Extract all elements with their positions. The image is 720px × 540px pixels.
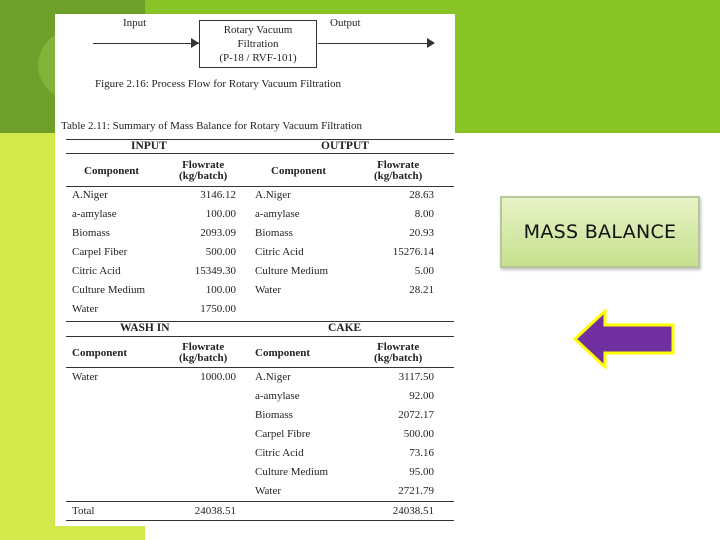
process-box-id: (P-18 / RVF-101) [219,52,297,64]
flowrate-unit: (kg/batch) [374,352,423,364]
flow-input-label: Input [123,17,147,29]
total-input-value: 24038.51 [194,505,236,517]
table-rule [66,367,454,368]
flowrate-label: Flowrate [377,341,420,353]
flow-output-label: Output [330,17,361,29]
table-rule [66,139,454,140]
table-cell-component: Biomass [255,409,293,421]
column-header-component: Component [72,347,128,359]
table-cell-flowrate: 500.00 [403,428,434,440]
table-cell-component: Culture Medium [255,265,329,277]
table-cell-flowrate: 3146.12 [200,189,236,201]
table-cell-component: Citric Acid [255,246,304,258]
section-wash-title: WASH IN [120,322,170,334]
table-cell-flowrate: 92.00 [409,390,434,402]
back-arrow-button[interactable] [573,309,677,369]
column-header-flowrate [374,160,422,182]
table-cell-component: Citric Acid [72,265,121,277]
table-cell-component: Water [255,485,281,497]
table-cell-component: Carpel Fiber [72,246,128,258]
flow-output-arrowhead [427,38,435,48]
table-cell-component: Carpel Fibre [255,428,311,440]
table-cell-flowrate: 100.00 [205,284,236,296]
column-header-component: Component [271,165,327,177]
flow-output-line [318,43,430,44]
table-cell-component: A.Niger [255,371,291,383]
table-cell-flowrate: 95.00 [409,466,434,478]
table-rule [66,153,454,154]
table-cell-flowrate: 20.93 [409,227,434,239]
table-cell-component: Water [72,371,98,383]
flowrate-unit: (kg/batch) [374,170,423,182]
table-cell-flowrate: 8.00 [414,208,434,220]
mass-balance-button[interactable] [500,196,700,268]
total-label: Total [72,505,95,517]
table-cell-component: Water [72,303,98,315]
flowrate-unit: (kg/batch) [179,170,228,182]
table-cell-flowrate: 28.63 [409,189,434,201]
section-output-title: OUTPUT [321,140,369,152]
table-cell-flowrate: 2721.79 [398,485,434,497]
section-cake-title: CAKE [328,322,362,334]
table-cell-component: Citric Acid [255,447,304,459]
table-cell-flowrate: 73.16 [409,447,434,459]
total-output-value: 24038.51 [392,505,434,517]
table-cell-component: Culture Medium [72,284,146,296]
table-cell-component: Culture Medium [255,466,329,478]
table-rule [66,501,454,502]
figure-caption: Figure 2.16: Process Flow for Rotary Vacuum Filtration [95,78,342,90]
table-cell-flowrate: 500.00 [205,246,236,258]
flowrate-label: Flowrate [182,341,225,353]
table-cell-component: Biomass [255,227,293,239]
column-header-component: Component [255,347,311,359]
table-cell-component: a-amylase [255,208,300,220]
table-cell-component: a-amylase [255,390,300,402]
table-cell-flowrate: 2093.09 [200,227,236,239]
table-cell-flowrate: 100.00 [205,208,236,220]
table-cell-flowrate: 2072.17 [398,409,434,421]
flowrate-label: Flowrate [182,159,225,171]
flowrate-unit: (kg/batch) [179,352,228,364]
flow-input-line [93,43,199,44]
table-cell-component: A.Niger [255,189,291,201]
table-cell-component: A.Niger [72,189,108,201]
flowrate-label: Flowrate [377,159,420,171]
column-header-flowrate [179,160,227,182]
process-flow-diagram [55,14,455,114]
table-cell-flowrate: 5.00 [414,265,434,277]
table-rule [66,520,454,521]
table-rule [66,336,454,337]
table-cell-flowrate: 3117.50 [398,371,434,383]
table-cell-component: Biomass [72,227,110,239]
left-arrow-icon [573,309,677,369]
document-image [55,14,455,526]
table-cell-flowrate: 1750.00 [200,303,236,315]
process-box-line2: Filtration [237,38,279,50]
table-caption: Table 2.11: Summary of Mass Balance for Rotary Vacuum Filtration [61,120,363,132]
section-input-title: INPUT [131,140,167,152]
table-cell-flowrate: 15349.30 [194,265,236,277]
table-cell-flowrate: 15276.14 [392,246,434,258]
table-cell-flowrate: 28.21 [409,284,434,296]
table-rule [66,186,454,187]
column-header-component: Component [84,165,140,177]
column-header-flowrate [374,342,422,364]
flow-input-arrowhead [191,38,199,48]
table-cell-component: Water [255,284,281,296]
mass-balance-button-label: MASS BALANCE [523,221,677,243]
table-cell-component: a-amylase [72,208,117,220]
column-header-flowrate [179,342,227,364]
process-box-line1: Rotary Vacuum [223,24,293,36]
table-cell-flowrate: 1000.00 [200,371,236,383]
